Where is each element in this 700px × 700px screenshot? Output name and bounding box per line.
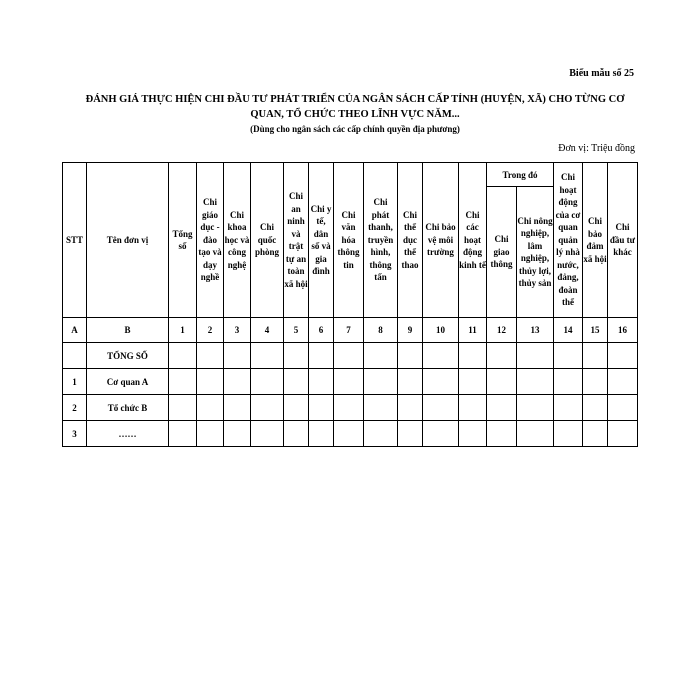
header-col-12: Chi giao thông xyxy=(487,187,517,318)
table-cell xyxy=(487,369,517,395)
table-row xyxy=(63,343,638,369)
table-cell xyxy=(583,343,608,369)
table-cell xyxy=(423,395,459,421)
table-cell xyxy=(169,395,197,421)
table-cell xyxy=(608,343,638,369)
column-code: 9 xyxy=(398,318,423,343)
table-cell xyxy=(487,421,517,447)
table-cell xyxy=(517,421,554,447)
table-cell xyxy=(309,369,334,395)
header-col-7: Chi văn hóa thông tin xyxy=(334,163,364,318)
table-cell xyxy=(334,395,364,421)
table-cell xyxy=(583,421,608,447)
table-cell xyxy=(309,421,334,447)
header-col-5: Chi an ninh và trật tự an toàn xã hội xyxy=(284,163,309,318)
column-code: 8 xyxy=(364,318,398,343)
table-cell xyxy=(423,369,459,395)
table-cell xyxy=(169,421,197,447)
table-cell xyxy=(284,343,309,369)
table-cell xyxy=(364,395,398,421)
table-row xyxy=(63,369,638,395)
table-cell xyxy=(251,343,284,369)
table-cell xyxy=(487,395,517,421)
column-code: 5 xyxy=(284,318,309,343)
form-number: Biểu mẫu số 25 xyxy=(569,68,634,79)
table-cell xyxy=(334,369,364,395)
column-code: 2 xyxy=(197,318,224,343)
document-title: ĐÁNH GIÁ THỰC HIỆN CHI ĐẦU TƯ PHÁT TRIỂN CỦA NGÂN SÁCH CẤP TỈNH (HUYỆN, XÃ) CHO TỪNG CƠ QUAN, TỔ CHỨC THEO LĨNH VỰC NĂM... xyxy=(85,94,625,120)
table-cell xyxy=(364,421,398,447)
table-cell xyxy=(169,369,197,395)
table-cell xyxy=(334,343,364,369)
table-cell xyxy=(423,343,459,369)
unit-label: Đơn vị: Triệu đồng xyxy=(558,143,635,154)
row-stt: 3 xyxy=(63,421,87,447)
header-col-9: Chi thể dục thể thao xyxy=(398,163,423,318)
table-cell xyxy=(517,395,554,421)
column-code: A xyxy=(63,318,87,343)
table-cell xyxy=(459,421,487,447)
table-cell xyxy=(423,421,459,447)
table-cell xyxy=(459,343,487,369)
table-cell xyxy=(334,421,364,447)
expenditure-table xyxy=(62,162,638,447)
header-col-1: Tổng số xyxy=(169,163,197,318)
column-code: 14 xyxy=(554,318,583,343)
row-name: Tổ chức B xyxy=(87,395,169,421)
table-cell xyxy=(309,395,334,421)
column-code: 3 xyxy=(224,318,251,343)
column-code: 15 xyxy=(583,318,608,343)
table-cell xyxy=(487,343,517,369)
column-code: 10 xyxy=(423,318,459,343)
table-cell xyxy=(459,395,487,421)
header-col-6: Chi y tế, dân số và gia đình xyxy=(309,163,334,318)
table-cell xyxy=(398,421,423,447)
column-code: 11 xyxy=(459,318,487,343)
header-col-3: Chi khoa học và công nghệ xyxy=(224,163,251,318)
table-cell xyxy=(554,421,583,447)
header-col-10: Chi bảo vệ môi trường xyxy=(423,163,459,318)
table-cell xyxy=(224,395,251,421)
header-unit-name: Tên đơn vị xyxy=(87,163,169,318)
table-cell xyxy=(284,421,309,447)
header-group-trong-do: Trong đó xyxy=(487,163,554,187)
header-col-14: Chi hoạt động của cơ quan quản lý nhà nước, đảng, đoàn thể xyxy=(554,163,583,318)
table-cell xyxy=(224,343,251,369)
header-stt: STT xyxy=(63,163,87,318)
table-cell xyxy=(459,369,487,395)
row-name: …… xyxy=(87,421,169,447)
table-cell xyxy=(169,343,197,369)
table-cell xyxy=(517,369,554,395)
table-cell xyxy=(608,395,638,421)
table-cell xyxy=(284,369,309,395)
table-cell xyxy=(517,343,554,369)
table-cell xyxy=(251,421,284,447)
table-cell xyxy=(251,369,284,395)
header-col-15: Chi bảo đảm xã hội xyxy=(583,163,608,318)
column-code: 1 xyxy=(169,318,197,343)
table-cell xyxy=(197,421,224,447)
document-subtitle: (Dùng cho ngân sách các cấp chính quyền địa phương) xyxy=(250,124,460,134)
column-code: 7 xyxy=(334,318,364,343)
column-code: B xyxy=(87,318,169,343)
table-cell xyxy=(197,343,224,369)
column-code: 6 xyxy=(309,318,334,343)
row-name: Cơ quan A xyxy=(87,369,169,395)
table-cell xyxy=(197,369,224,395)
header-col-4: Chi quốc phòng xyxy=(251,163,284,318)
row-stt: 2 xyxy=(63,395,87,421)
header-col-13: Chi nông nghiệp, lâm nghiệp, thủy lợi, thủy sản xyxy=(517,187,554,318)
table-cell xyxy=(224,421,251,447)
table-cell xyxy=(554,369,583,395)
table-cell xyxy=(554,395,583,421)
table-cell xyxy=(309,343,334,369)
header-col-16: Chi đầu tư khác xyxy=(608,163,638,318)
header-row-top xyxy=(63,163,638,187)
column-code: 12 xyxy=(487,318,517,343)
row-stt xyxy=(63,343,87,369)
header-col-2: Chi giáo dục - đào tạo và dạy nghề xyxy=(197,163,224,318)
table-cell xyxy=(608,369,638,395)
table-row xyxy=(63,421,638,447)
table-cell xyxy=(398,369,423,395)
column-code-row xyxy=(63,318,638,343)
table-cell xyxy=(398,395,423,421)
header-col-11: Chi các hoạt động kinh tế xyxy=(459,163,487,318)
header-col-8: Chi phát thanh, truyền hình, thông tấn xyxy=(364,163,398,318)
table-cell xyxy=(197,395,224,421)
table-cell xyxy=(251,395,284,421)
table-cell xyxy=(583,395,608,421)
table-cell xyxy=(224,369,251,395)
table-cell xyxy=(364,369,398,395)
column-code: 16 xyxy=(608,318,638,343)
column-code: 4 xyxy=(251,318,284,343)
row-stt: 1 xyxy=(63,369,87,395)
table-row xyxy=(63,395,638,421)
table-cell xyxy=(608,421,638,447)
row-name: TỔNG SỐ xyxy=(87,343,169,369)
table-cell xyxy=(398,343,423,369)
table-cell xyxy=(554,343,583,369)
table-cell xyxy=(364,343,398,369)
table-cell xyxy=(284,395,309,421)
column-code: 13 xyxy=(517,318,554,343)
table-cell xyxy=(583,369,608,395)
